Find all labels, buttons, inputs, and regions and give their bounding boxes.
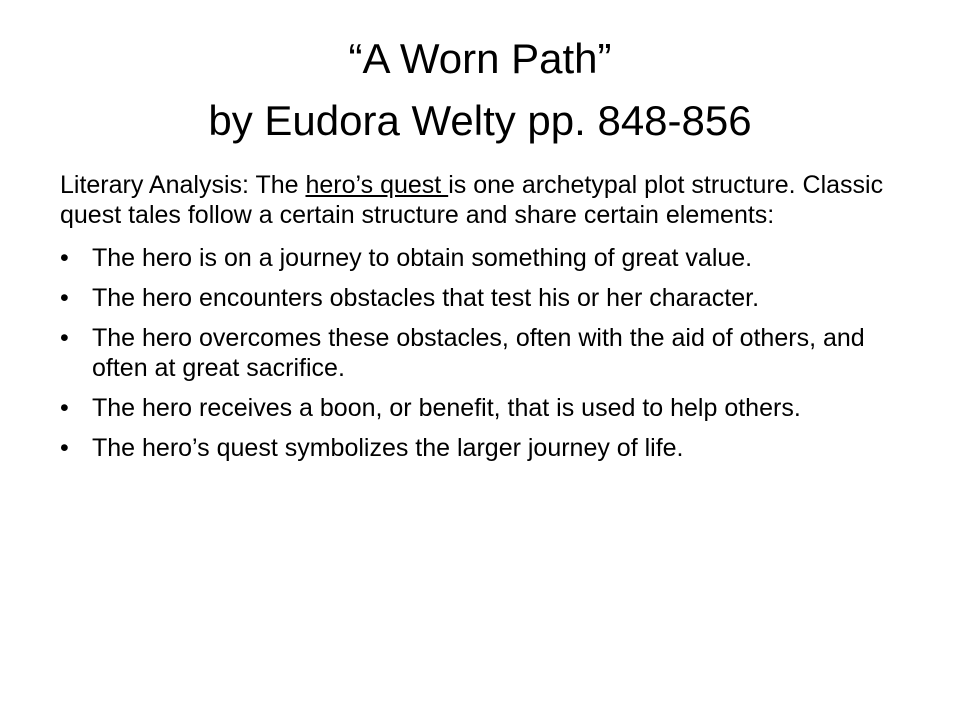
intro-text-after: is one archetypal plot structure. Classic quest tales follow a certain structure and share certain elements: (60, 171, 884, 229)
title-line-1: “A Worn Path” (348, 35, 612, 82)
title-line-2: by Eudora Welty pp. 848-856 (208, 97, 752, 144)
bullet-text: The hero overcomes these obstacles, often with the aid of others, and often at great sacrifice. (92, 324, 865, 382)
bullet-item (60, 283, 920, 313)
bullet-icon: • (60, 284, 69, 312)
slide-title (48, 28, 912, 152)
intro-text-before: Literary Analysis: The (60, 171, 306, 199)
bullet-text: The hero receives a boon, or benefit, that is used to help others. (92, 394, 801, 422)
bullet-item (60, 433, 920, 463)
bullet-list (60, 243, 920, 463)
bullet-item (60, 323, 920, 383)
bullet-text: The hero encounters obstacles that test his or her character. (92, 284, 760, 312)
bullet-icon: • (60, 244, 69, 272)
intro-underlined-term: hero’s quest (305, 171, 449, 199)
bullet-item (60, 393, 920, 423)
bullet-text: The hero’s quest symbolizes the larger journey of life. (92, 434, 684, 462)
bullet-item (60, 243, 920, 273)
intro-paragraph (60, 170, 920, 230)
slide-body (60, 170, 920, 473)
bullet-icon: • (60, 394, 69, 422)
bullet-icon: • (60, 434, 69, 462)
bullet-text: The hero is on a journey to obtain something of great value. (92, 244, 753, 272)
bullet-icon: • (60, 324, 69, 352)
